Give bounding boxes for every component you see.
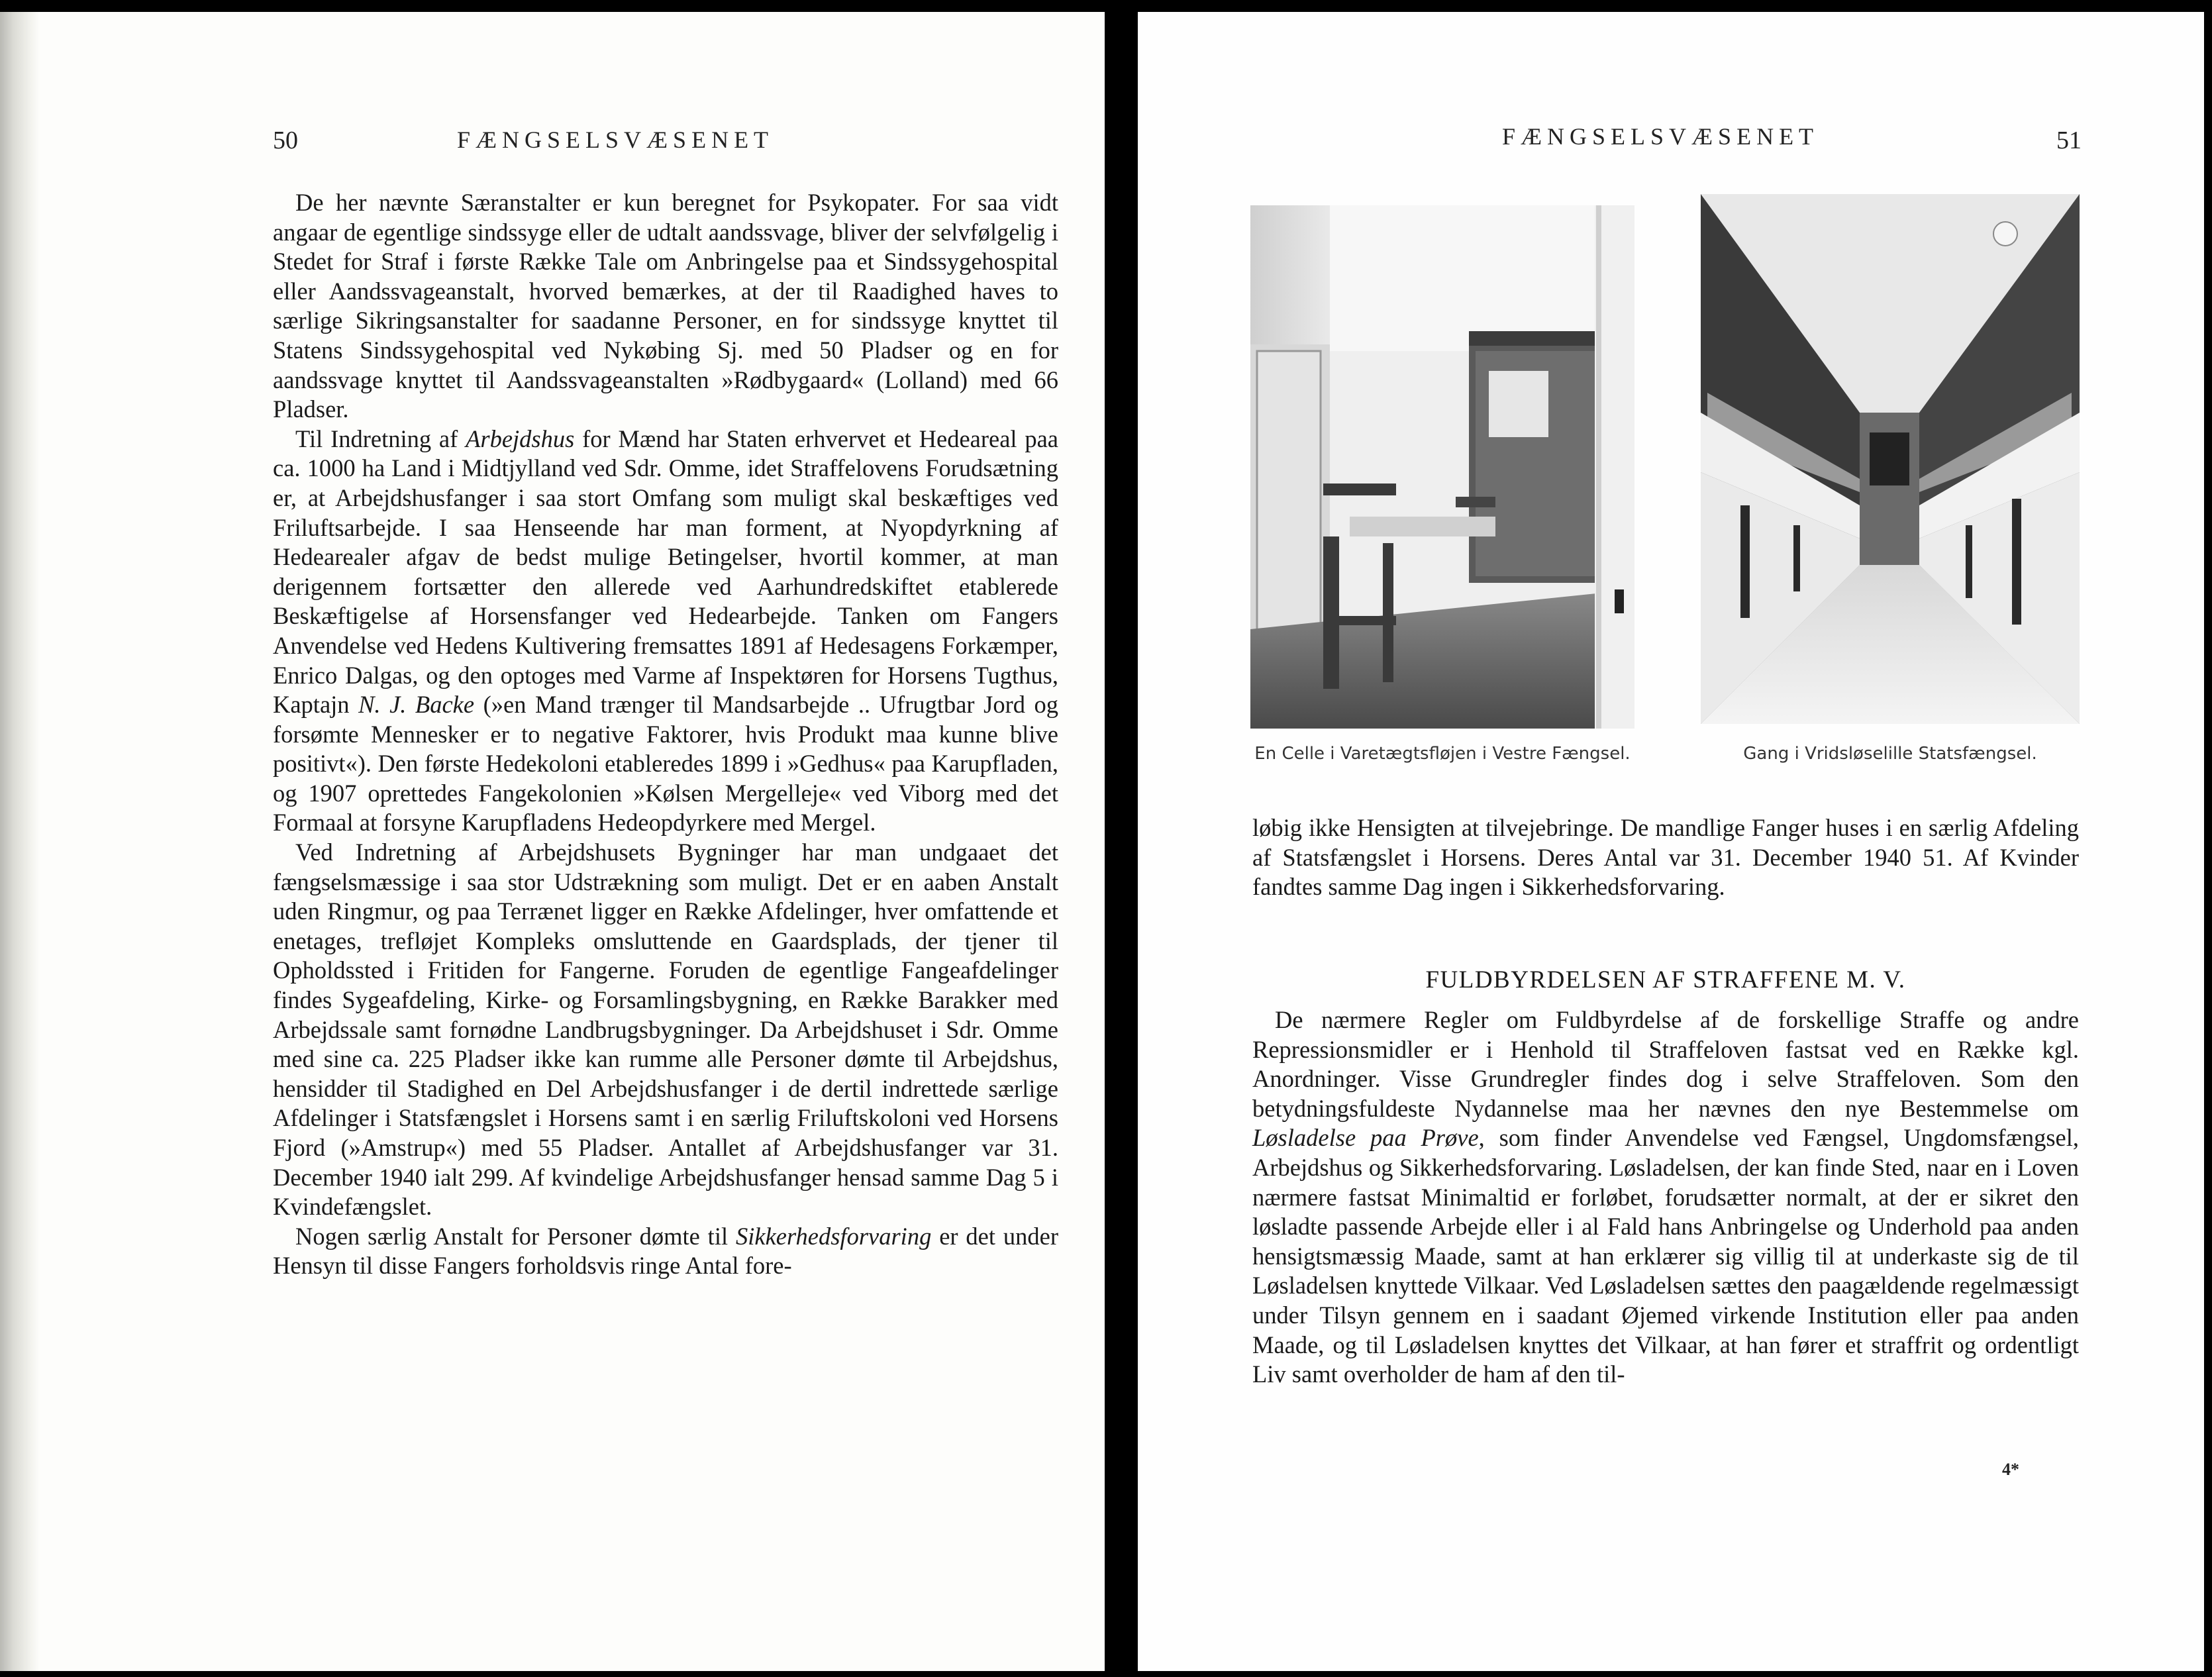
right-page <box>1138 12 2204 1671</box>
binding-gutter <box>0 12 40 1671</box>
left-page <box>0 12 1105 1671</box>
paragraph: De nærmere Regler om Fuldbyrdelse af de forskellige Straffe og andre Repressionsmidler er i Henhold til Straffeloven fastsat ved en Række kgl. Anordninger. Visse Grundregler findes dog i selve Straffeloven. Som den betydningsfuldeste Nydannelse maa her nævnes den nye Bestemmelse om Løsladelse paa Prøve, som finder Anvendelse ved Fængsel, Ungdomsfængsel, Arbejdshus og Sikkerhedsforvaring. Løsladelsen, der kan finde Sted, naar en i Loven nærmere fastsat Minimaltid er forløbet, forudsætter normalt, at der er sikret den løsladte passende Arbejde eller i al Fald hans Anbringelse og Underhold paa anden hensigtsmæssig Maade, samt at han erklærer sig villig til at underkaste sig de til Løsladelsen knyttede Vilkaar. Ved Løsladelsen sættes den paagældende regelmæssigt under Tilsyn gennem en i saadant Øjemed virkende Institution eller paa anden Maade, og til Løsladelsen knyttes det Vilkaar, at han fører et straffrit og ordentligt Liv samt overholder de ham af den til- <box>1252 1006 2079 1388</box>
body-text-bottom <box>1252 1005 2079 1390</box>
figure-caption-corridor: Gang i Vridsløselille Statsfængsel. <box>1743 744 2037 764</box>
figure-caption-cell: En Celle i Varetægtsfløjen i Vestre Fængsel. <box>1254 744 1631 764</box>
paragraph: Ved Indretning af Arbejdshusets Bygninger har man undgaaet det fængselsmæssige i saa stor Udstrækning som muligt. Det er en aaben Anstalt uden Ringmur, og paa Terrænet ligger en Række Afdelinger, hver omfattende et enetages, trefløjet Kompleks omsluttende en Gaardsplads, der tjener til Opholdssted i Fritiden for Fangerne. Foruden de egentlige Fangeafdelinger findes Sygeafdeling, Kirke- og Forsamlingsbygning, en Række Barakker med Arbejdssale samt fornødne Landbrugsbygninger. Da Arbejdshuset i Sdr. Omme med sine ca. 225 Pladser ikke kan rumme alle Personer dømte til Arbejdshus, hensidder til Stadighed en Del Arbejdshusfanger i de dertil indrettede særlige Afdelinger i Statsfængslet i Horsens samt i en særlig Friluftskoloni ved Horsens Fjord (»Amstrup«) med 55 Pladser. Antallet af Arbejdshusfanger var 31. December 1940 ialt 299. Af kvindelige Arbejdshusfanger hensad samme Dag 5 i Kvindefængslet. <box>273 838 1058 1221</box>
corridor-photo <box>1701 194 2080 724</box>
paragraph: løbig ikke Hensigten at tilvejebringe. De mandlige Fanger huses i en særlig Afdeling af Statsfængslet i Horsens. Deres Antal var 31. December 1940 51. Af Kvinder fandtes samme Dag ingen i Sikkerhedsforvaring. <box>1252 814 2079 901</box>
paragraph: De her nævnte Særanstalter er kun beregnet for Psykopater. For saa vidt angaar de egentlige sindssyge eller de udtalt aandssvage, bliver der selvfølgelig i Stedet for Straf i første Række Tale om Anbringelse paa et Sindssygehospital eller Aandssvageanstalt, hvorved bemærkes, at der til Raadighed haves to særlige Sikringsanstalter for saadanne Personer, en for sindssyge knyttet til Statens Sindssygehospital ved Nykøbing Sj. med 50 Pladser og en for aandssvage knyttet til Aandssvageanstalten »Rødbygaard« (Lolland) med 66 Pladser. <box>273 189 1058 423</box>
cell-photo <box>1250 205 1634 729</box>
running-head: FÆNGSELSVÆSENET <box>457 127 774 153</box>
paragraph: Nogen særlig Anstalt for Personer dømte til Sikkerhedsforvaring er det under Hensyn til disse Fangers forholdsvis ringe Antal fore- <box>273 1222 1058 1280</box>
signature-mark: 4* <box>2002 1460 2019 1479</box>
paragraph: Til Indretning af Arbejdshus for Mænd har Staten erhvervet et Hedeareal paa ca. 1000 ha Land i Midtjylland ved Sdr. Omme, idet Straffelovens Forudsætning er, at Arbejdshusfanger i saa stort Omfang som muligt skal beskæftiges ved Friluftsarbejde. I saa Henseende har man forment, at Nyopdyrkning af Hedearealer afgav de bedst mulige Betingelser, hvortil kommer, at man derigennem fortsætter den allerede ved Aarhundredskiftet etablerede Beskæftigelse af Horsensfanger ved Hedearbejde. Tanken om Fangers Anvendelse ved Hedens Kultivering fremsattes 1891 af Hedesagens Forkæmper, Enrico Dalgas, og den optoges med Varme af Inspektøren for Horsens Tugthus, Kaptajn N. J. Backe (»en Mand trænger til Mandsarbejde .. Ufrugtbar Jord og forsømte Mennesker er to negative Faktorer, hvis Produkt maa kunne blive positivt«). Den første Hedekoloni etableredes 1899 i »Gedhus« paa Karupfladen, og 1907 oprettedes Fangekolonien »Kølsen Mergelleje« ved Viborg med det Formaal at forsyne Karupfladens Hedeopdyrkere med Mergel. <box>273 425 1058 837</box>
running-head: FÆNGSELSVÆSENET <box>1502 123 1819 150</box>
page-number: 51 <box>2056 127 2082 154</box>
body-text-top <box>1252 813 2079 902</box>
section-title: FULDBYRDELSEN AF STRAFFENE M. V. <box>1425 966 1906 993</box>
page-number: 50 <box>273 127 298 154</box>
body-text <box>273 188 1058 1281</box>
